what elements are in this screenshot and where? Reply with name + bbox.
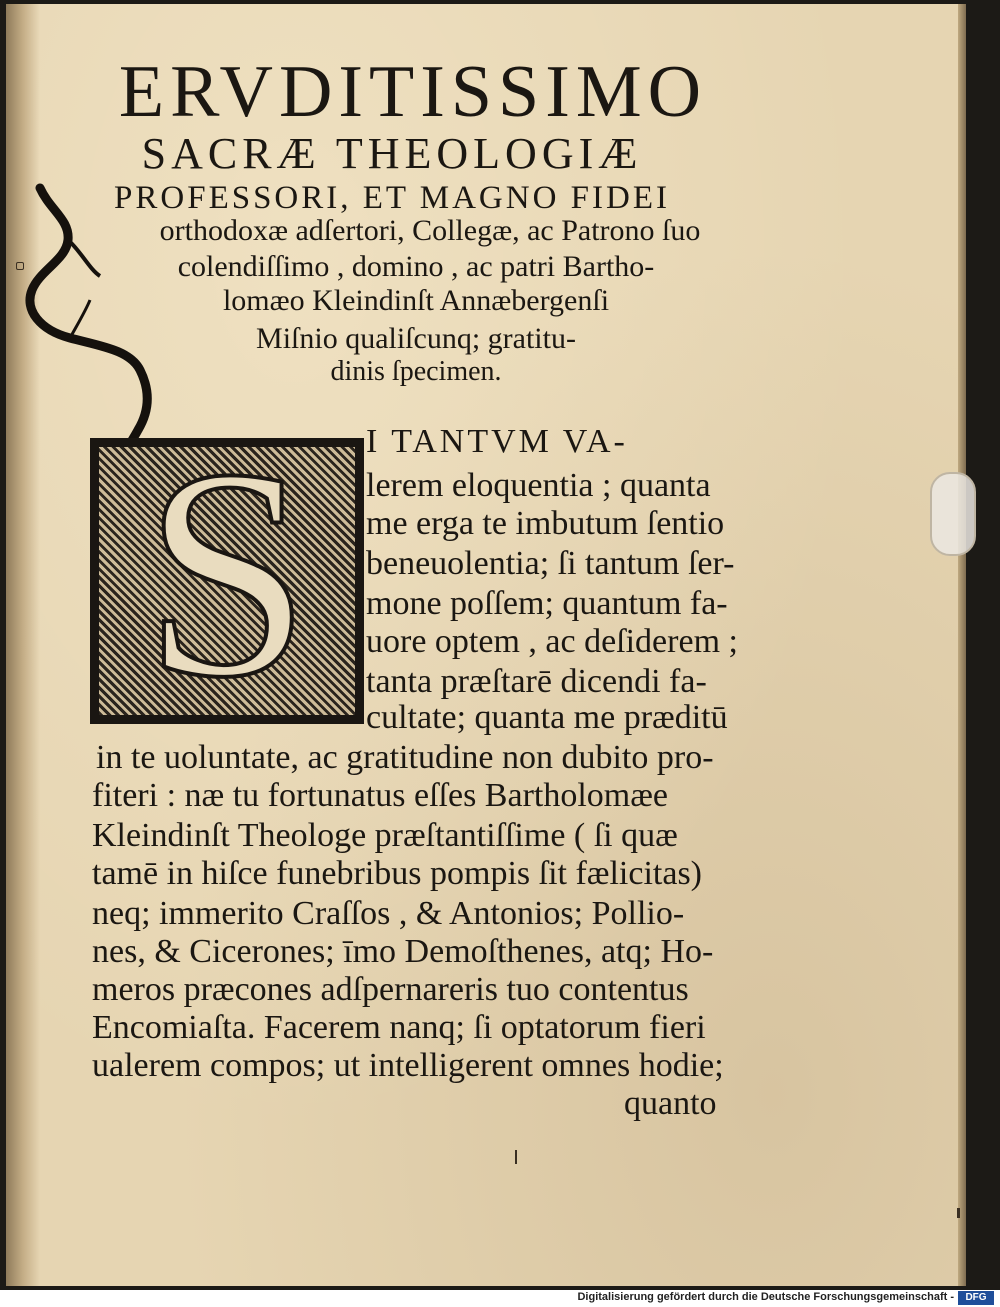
dedication-line-6: lomæo Kleindinſt Annæbergenſi	[222, 284, 610, 317]
body-line: tamē in hiſce funebribus pompis ſit fælicitas)	[92, 855, 702, 892]
body-line: fiteri : næ tu fortunatus eſſes Bartholomæe	[92, 777, 669, 814]
dedication-line-4: orthodoxæ adſertori, Collegæ, ac Patrono ſuo	[159, 214, 701, 247]
dfg-logo-text: DFG	[965, 1292, 987, 1303]
body-line: in te uoluntate, ac gratitudine non dubito pro-	[96, 739, 714, 776]
body-line: ualerem compos; ut intelligerent omnes hodie;	[92, 1047, 724, 1084]
page-edge	[958, 4, 966, 1286]
decorated-initial	[90, 407, 364, 739]
body-line: mone poſſem; quantum fa-	[366, 585, 728, 622]
body-line: lerem eloquentia ; quanta	[366, 467, 711, 504]
page-clip	[930, 472, 976, 556]
body-line: cultate; quanta me præditū	[366, 699, 728, 736]
dedication-line-5: colendiſſimo , domino , ac patri Bartho-	[177, 250, 655, 283]
page-side-mark	[957, 1208, 960, 1218]
dfg-logo	[958, 1291, 994, 1305]
dedication-line-3: PROFESSORI, ET MAGNO FIDEI	[114, 180, 670, 216]
page-tick-mark	[515, 1150, 517, 1164]
body-line: nes, & Cicerones; īmo Demoſthenes, atq; Ho-	[92, 933, 714, 970]
body-line: Kleindinſt Theologe præſtantiſſime ( ſi quæ	[92, 817, 678, 854]
body-line: uore optem , ac deſiderem ;	[366, 623, 738, 660]
dedication-line-7: Miſnio qualiſcunq; gratitu-	[256, 322, 576, 355]
body-line: meros præcones adſpernareris tuo contentus	[92, 971, 689, 1008]
initial-letter: S	[143, 407, 311, 739]
dedication-line-8: dinis ſpecimen.	[330, 356, 502, 387]
body-line: tanta præſtarē dicendi fa-	[366, 663, 707, 700]
dedication-line-2: SACRÆ THEOLOGIÆ	[141, 129, 643, 178]
footer-credit: Digitalisierung gefördert durch die Deutsche Forschungsgemeinschaft -	[577, 1291, 954, 1303]
catchword: quanto	[624, 1085, 717, 1122]
dedication-title: ERVDITISSIMO	[118, 51, 708, 133]
body-line: beneuolentia; ſi tantum ſer-	[366, 545, 735, 582]
footer-bar	[0, 1290, 1000, 1307]
body-line: Encomiaſta. Facerem nanq; ſi optatorum fieri	[92, 1009, 706, 1046]
body-line: neq; immerito Craſſos , & Antonios; Pollio-	[92, 895, 685, 932]
body-line: me erga te imbutum ſentio	[366, 505, 725, 542]
body-line: I TANTVM VA-	[366, 423, 628, 460]
